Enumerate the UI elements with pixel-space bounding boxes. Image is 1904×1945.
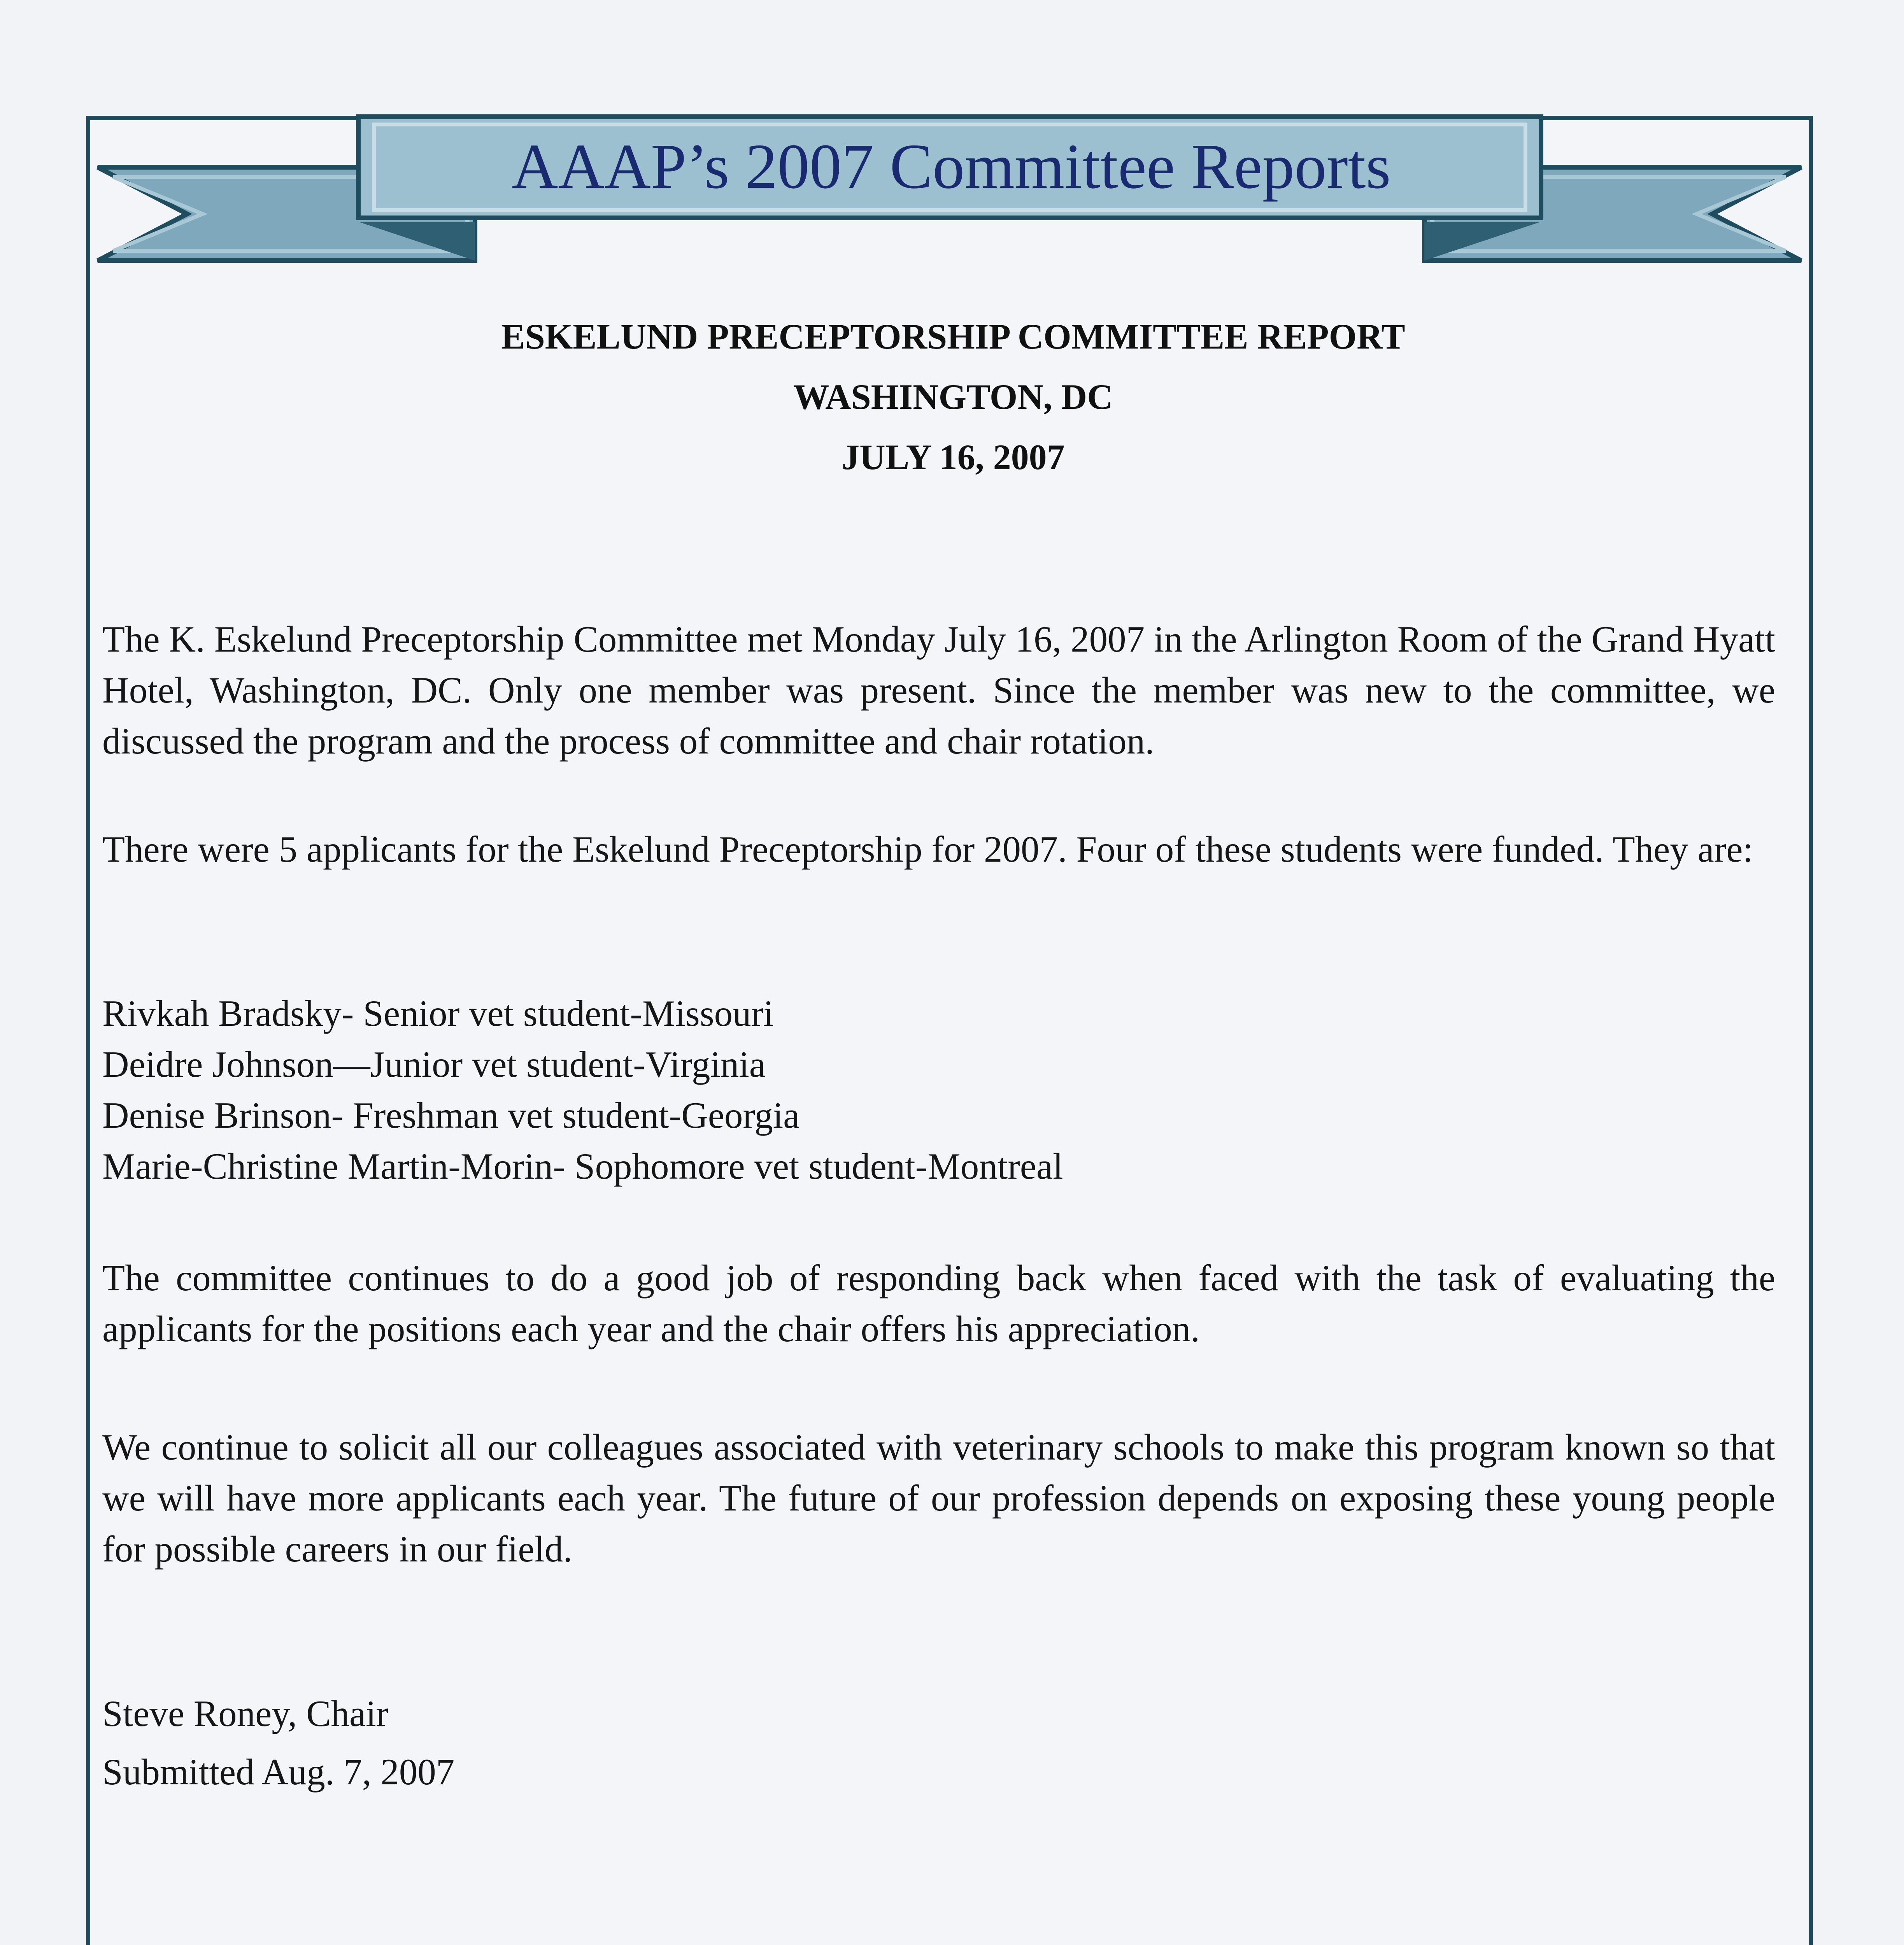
report-heading: ESKELUND PRECEPTORSHIP COMMITTEE REPORT	[501, 317, 1405, 356]
student-list-item: Rivkah Bradsky- Senior vet student-Missouri	[102, 993, 774, 1034]
submitted-date: Submitted Aug. 7, 2007	[102, 1751, 455, 1793]
student-list-item: Deidre Johnson—Junior vet student-Virginia	[102, 1044, 766, 1085]
paragraph-applicants: There were 5 applicants for the Eskelund Preceptorship for 2007. Four of these students were funded. They are:	[102, 829, 1753, 870]
student-list-item: Denise Brinson- Freshman vet student-Georgia	[102, 1095, 800, 1136]
paragraph-appreciation: The committee continues to do a good job of responding back when faced with the task of evaluating the applicants for the positions each year and the chair offers his appreciation.	[102, 1257, 1775, 1349]
paragraph-solicitation: We continue to solicit all our colleagues associated with veterinary schools to make this program known so that we will have more applicants each year. The future of our profession depends on exposing these young people for possible careers in our field.	[102, 1426, 1775, 1570]
student-list-item: Marie-Christine Martin-Morin- Sophomore vet student-Montreal	[102, 1146, 1063, 1187]
report-location: WASHINGTON, DC	[793, 377, 1113, 417]
paragraph-meeting: The K. Eskelund Preceptorship Committee met Monday July 16, 2007 in the Arlington Room of the Grand Hyatt Hotel, Washington, DC. Only one member was present. Since the member was new to the committee, we discussed the program and the process of committee and chair rotation.	[102, 619, 1775, 762]
report-date: JULY 16, 2007	[842, 437, 1065, 477]
banner-title: AAAP’s 2007 Committee Reports	[512, 131, 1391, 202]
signature-name: Steve Roney, Chair	[102, 1693, 389, 1734]
